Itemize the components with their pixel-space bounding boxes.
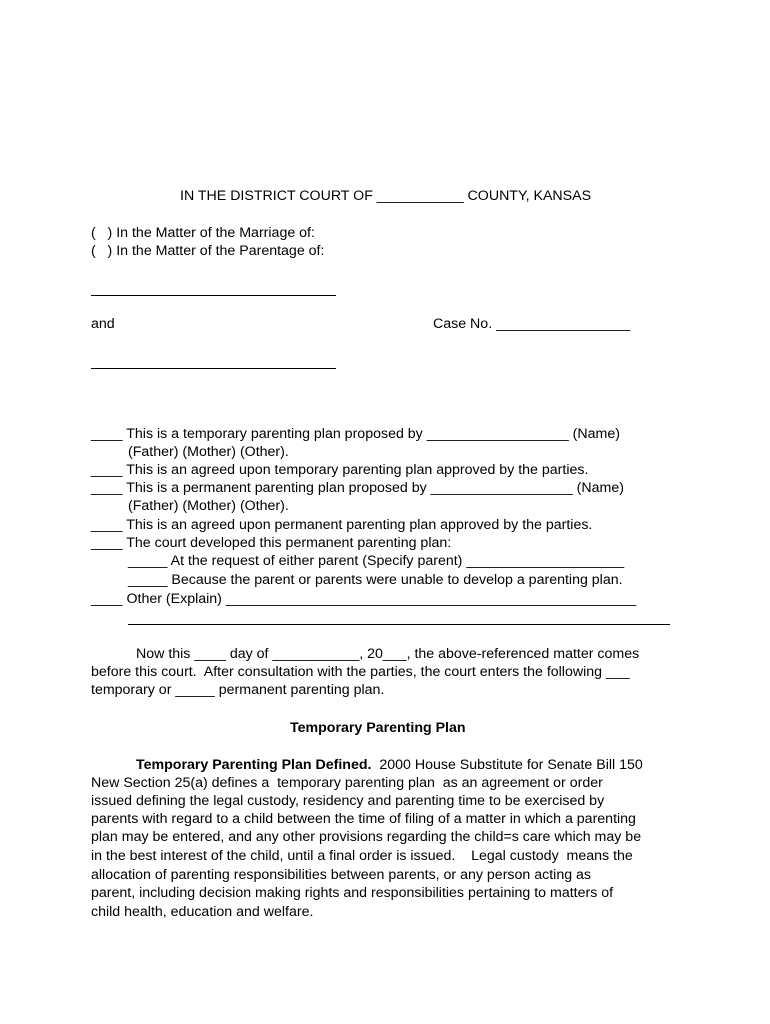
option-temporary-proposed-party: (Father) (Mother) (Other). bbox=[128, 444, 289, 460]
option-court-developed[interactable]: ____ The court developed this permanent parenting plan: bbox=[91, 535, 452, 551]
option-permanent-proposed-party: (Father) (Mother) (Other). bbox=[128, 498, 289, 514]
definition-line: issued defining the legal custody, residency and parenting time to be exercised by bbox=[91, 793, 605, 809]
definition-line: in the best interest of the child, until a final order is issued. Legal custody means the bbox=[91, 848, 633, 864]
option-other-explain[interactable]: ____ Other (Explain) ____________________________________________________ bbox=[91, 591, 637, 607]
intro-line-2: before this court. After consultation with the parties, the court enters the following ___ bbox=[91, 664, 630, 680]
definition-line: New Section 25(a) defines a temporary parenting plan as an agreement or order bbox=[91, 775, 603, 791]
option-permanent-agreed[interactable]: ____ This is an agreed upon permanent parenting plan approved by the parties. bbox=[91, 517, 593, 533]
intro-line-3: temporary or _____ permanent parenting plan. bbox=[91, 682, 385, 698]
definition-line: parents with regard to a child between the time of filing of a matter in which a parenting bbox=[91, 811, 636, 827]
definition-line: plan may be entered, and any other provisions regarding the child=s care which may be bbox=[91, 829, 642, 845]
option-temporary-agreed[interactable]: ____ This is an agreed upon temporary parenting plan approved by the parties. bbox=[91, 462, 589, 478]
option-permanent-proposed[interactable]: ____ This is a permanent parenting plan proposed by __________________ (Name) bbox=[91, 480, 624, 496]
definition-line: child health, education and welfare. bbox=[91, 904, 314, 920]
option-temporary-proposed[interactable]: ____ This is a temporary parenting plan proposed by __________________ (Name) bbox=[91, 426, 620, 442]
definition-heading: Temporary Parenting Plan Defined. bbox=[136, 757, 372, 773]
definition-first-line bbox=[136, 756, 643, 774]
and-label: and bbox=[91, 316, 115, 332]
definition-first-line-text: 2000 House Substitute for Senate Bill 150 bbox=[371, 757, 643, 773]
suboption-parent-request[interactable]: _____ At the request of either parent (Specify parent) ____________________ bbox=[128, 553, 625, 569]
intro-line-1: Now this ____ day of ___________, 20___, the above-referenced matter comes bbox=[136, 646, 640, 662]
section-title: Temporary Parenting Plan bbox=[290, 720, 466, 736]
respondent-name-line[interactable] bbox=[91, 368, 336, 369]
case-number-field[interactable]: Case No. _________________ bbox=[433, 316, 631, 332]
petitioner-name-line[interactable] bbox=[91, 295, 336, 296]
other-explain-line[interactable] bbox=[128, 624, 670, 625]
suboption-parents-unable[interactable]: _____ Because the parent or parents were unable to develop a parenting plan. bbox=[128, 572, 623, 588]
matter-parentage-option[interactable]: ( ) In the Matter of the Parentage of: bbox=[91, 243, 325, 259]
matter-marriage-option[interactable]: ( ) In the Matter of the Marriage of: bbox=[91, 225, 315, 241]
definition-line: parent, including decision making rights and responsibilities pertaining to matters of bbox=[91, 885, 614, 901]
definition-line: allocation of parenting responsibilities between parents, or any person acting as bbox=[91, 867, 592, 883]
court-title: IN THE DISTRICT COURT OF ___________ COUNTY, KANSAS bbox=[180, 188, 592, 204]
